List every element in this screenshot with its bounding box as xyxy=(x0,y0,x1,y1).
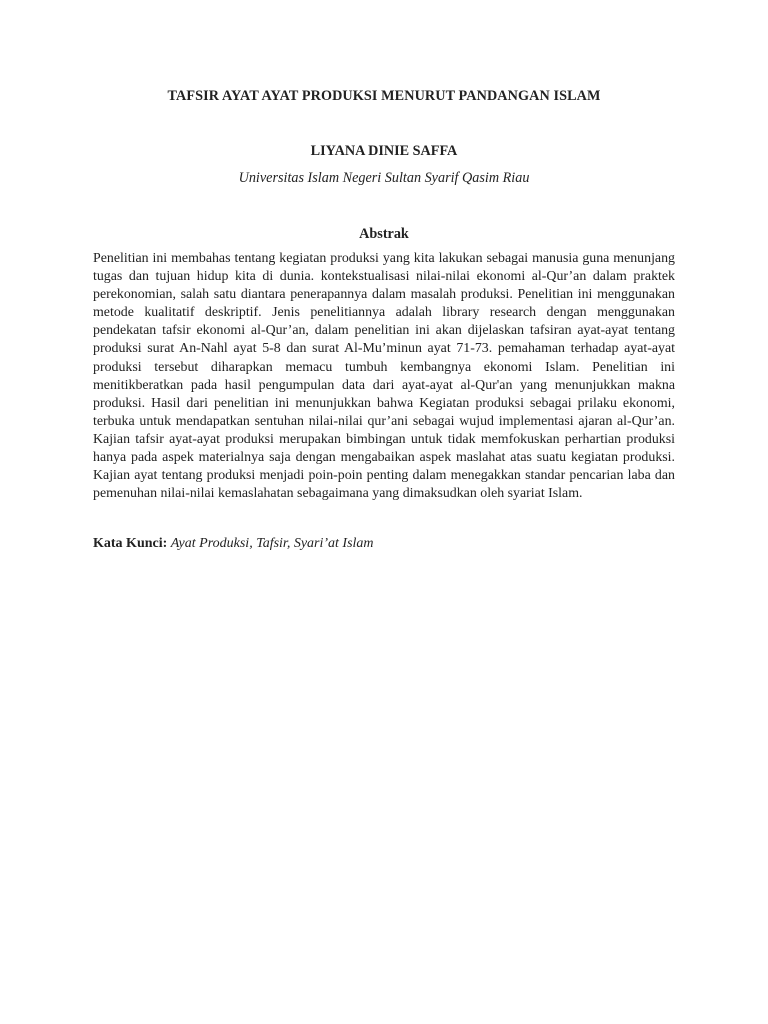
abstract-heading: Abstrak xyxy=(359,226,409,242)
paper-title: TAFSIR AYAT AYAT PRODUKSI MENURUT PANDANGAN ISLAM xyxy=(167,88,601,104)
keywords-label: Kata Kunci: xyxy=(93,536,168,551)
keywords-value: Ayat Produksi, Tafsir, Syari’at Islam xyxy=(170,536,374,551)
author-name: LIYANA DINIE SAFFA xyxy=(310,143,458,159)
author-affiliation: Universitas Islam Negeri Sultan Syarif Qasim Riau xyxy=(238,170,530,186)
keywords-line xyxy=(93,536,675,552)
abstract-body: Penelitian ini membahas tentang kegiatan produksi yang kita lakukan sebagai manusia guna menunjang tugas dan tujuan hidup kita di dunia. kontekstualisasi nilai-nilai ekonomi al-Qur’an dalam praktek perekonomian, salah satu diantara penerapannya dalam masalah produksi. Penelitian ini menggunakan metode kualitatif deskriptif. Jenis penelitiannya adalah library research dengan menggunakan pendekatan tafsir ekonomi al-Qur’an, dalam penelitian ini akan dijelaskan tafsiran ayat-ayat tentang produksi surat An-Nahl ayat 5-8 dan surat Al-Mu’minun ayat 71-73. pemahaman terhadap ayat-ayat produksi tersebut diharapkan memacu tumbuh kembangnya ekonomi Islam. Penelitian ini menitikberatkan pada hasil pengumpulan data dari ayat-ayat al-Qur'an yang menunjukkan makna produksi. Hasil dari penelitian ini menunjukkan bahwa Kegiatan produksi sebagai prilaku ekonomi, terbuka untuk mendapatkan sentuhan nilai-nilai qur’ani sebagai wujud implementasi ajaran al-Qur’an. Kajian tafsir ayat-ayat produksi merupakan bimbingan untuk tidak memfokuskan perhartian produksi hanya pada aspek materialnya saja dengan mengabaikan aspek maslahat atas suatu kegiatan produksi. Kajian ayat tentang produksi menjadi poin-poin penting dalam menegakkan standar pencarian laba dan pemenuhan nilai-nilai kemaslahatan sebagaimana yang dimaksudkan oleh syariat Islam. xyxy=(93,251,675,502)
